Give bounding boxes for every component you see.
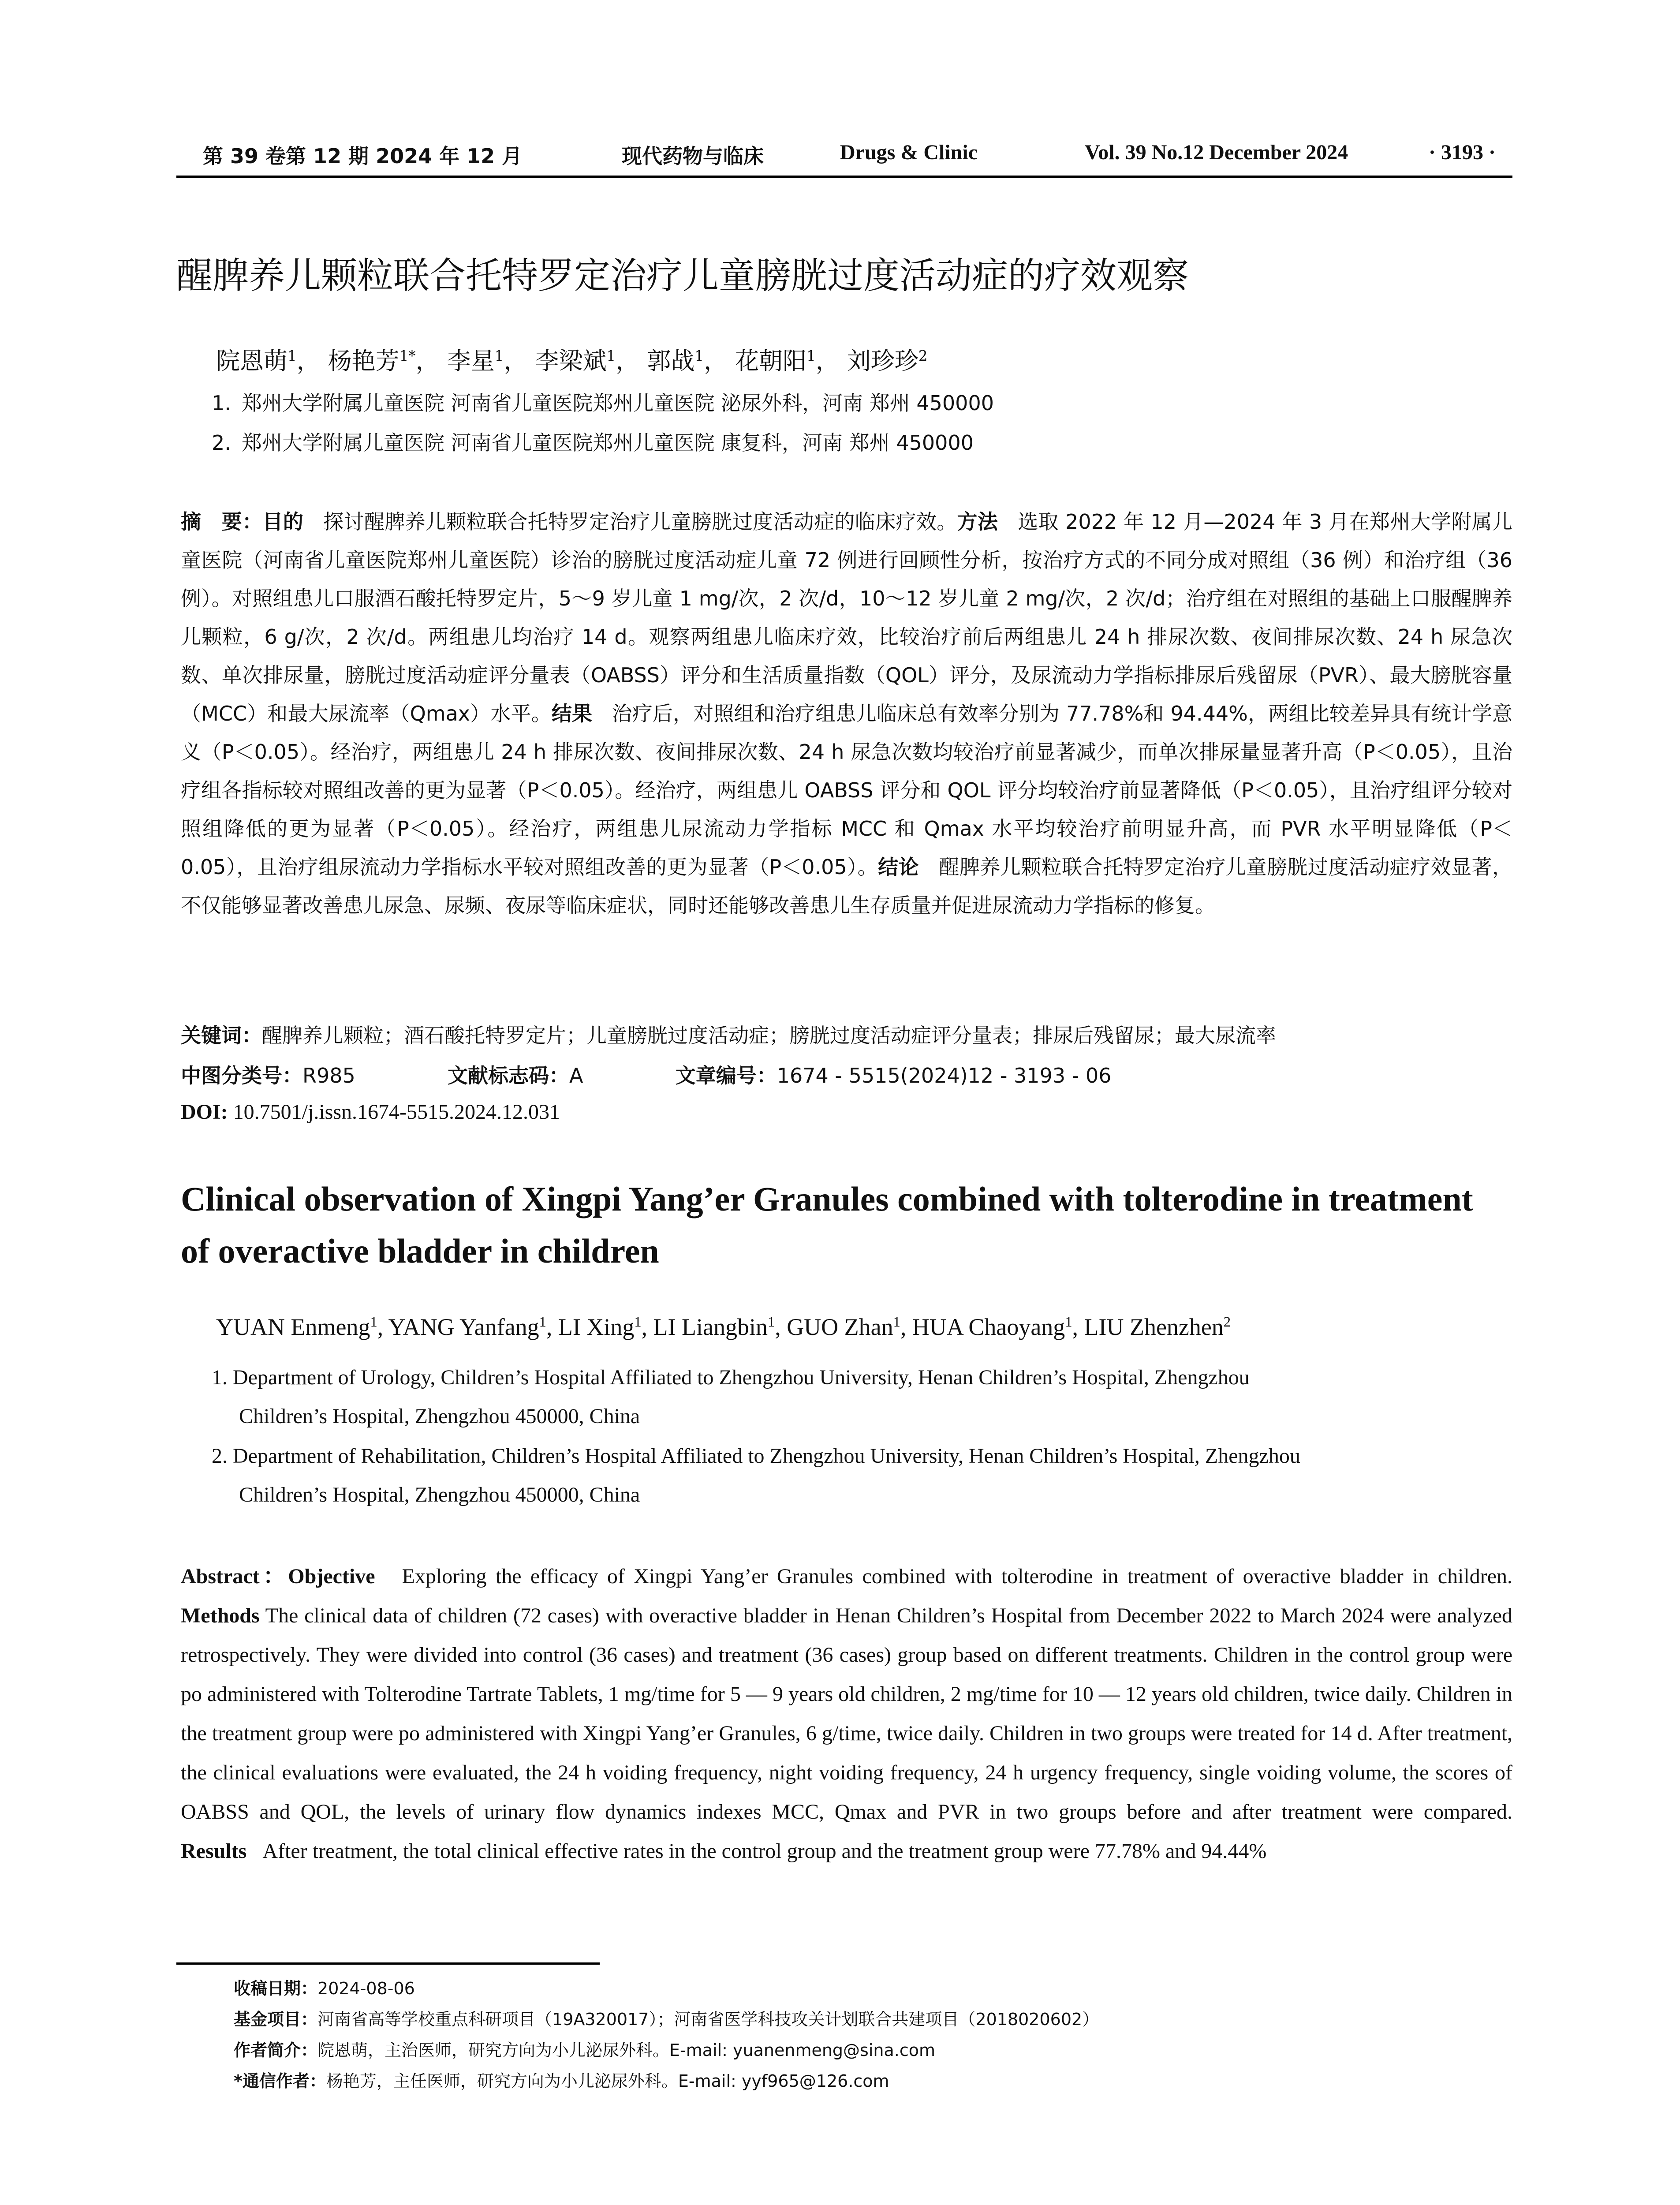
footnote-received xyxy=(234,1975,415,1999)
keywords-label: 关键词： xyxy=(181,1024,262,1047)
affiliation-text-cont: Children’s Hospital, Zhengzhou 450000, China xyxy=(239,1405,640,1428)
author-cn: 刘珍珍 xyxy=(847,347,918,375)
author-mark: 1 xyxy=(370,1314,377,1330)
objective-text: Exploring the efficacy of Xingpi Yang’er Granules combined with tolterodine in treatment of overactive bladder in children. xyxy=(402,1565,1513,1588)
results-text: After treatment, the total clinical effective rates in the control group and the treatment group were 77.78% and 94.44% xyxy=(262,1839,1267,1863)
abstract-cn xyxy=(181,503,1512,925)
author-en: LI Liangbin xyxy=(653,1314,768,1340)
author-cn: 杨艳芳 xyxy=(328,347,399,375)
footnote-text: 杨艳芳，主任医师，研究方向为小儿泌尿外科。E-mail: yyf965@126.com xyxy=(326,2071,889,2091)
keywords-cn xyxy=(181,1020,1276,1049)
issue-en: Vol. 39 No.12 December 2024 xyxy=(1085,141,1348,164)
conclusion-text: 醒脾养儿颗粒联合托特罗定治疗儿童膀胱过度活动症疗效显著，不仅能够显著改善患儿尿急、尿频、夜尿等临床症状，同时还能够改善患儿生存质量并促进尿流动力学指标的修复。 xyxy=(181,855,1512,917)
abstract-label: Abstract： xyxy=(181,1565,288,1588)
page-number: · 3193 · xyxy=(1429,141,1496,164)
clc-value: R985 xyxy=(302,1064,355,1088)
author-mark: 1 xyxy=(694,348,704,364)
doi-line xyxy=(181,1100,560,1124)
affiliation-text-cont: Children’s Hospital, Zhengzhou 450000, China xyxy=(239,1483,640,1506)
affiliation-number: 1. xyxy=(212,1366,228,1389)
abstract-label: 摘 要： xyxy=(181,510,263,534)
objective-text: 探讨醒脾养儿颗粒联合托特罗定治疗儿童膀胱过度活动症的临床疗效。 xyxy=(323,510,957,534)
footnote-label: 收稿日期： xyxy=(234,1979,318,1998)
footnote-label: 基金项目： xyxy=(234,2010,318,2029)
author-mark: 1 xyxy=(1065,1314,1072,1330)
author-en: YANG Yanfang xyxy=(388,1314,539,1340)
affiliation-text: 郑州大学附属儿童医院 河南省儿童医院郑州儿童医院 康复科，河南 郑州 450000 xyxy=(241,431,974,455)
footnote-label: *通信作者： xyxy=(234,2071,326,2091)
footnote-text: 2024-08-06 xyxy=(317,1979,415,1998)
affiliation-number: 1. xyxy=(212,391,231,415)
author-en: LIU Zhenzhen xyxy=(1084,1314,1224,1340)
methods-label: Methods xyxy=(181,1604,260,1627)
author-cn: 李星 xyxy=(447,347,495,375)
results-label: 结果 xyxy=(551,702,593,725)
affiliation-text: 郑州大学附属儿童医院 河南省儿童医院郑州儿童医院 泌尿外科，河南 郑州 450000 xyxy=(241,391,994,415)
footnote-funding xyxy=(234,2006,1099,2030)
doc-code-label: 文献标志码： xyxy=(448,1064,570,1088)
doc-code-value: A xyxy=(569,1064,583,1088)
journal-name-en: Drugs & Clinic xyxy=(840,141,978,164)
affiliation-number: 2. xyxy=(212,431,231,455)
conclusion-label: 结论 xyxy=(878,855,919,879)
author-cn: 花朝阳 xyxy=(735,347,807,375)
title-en: Clinical observation of Xingpi Yang’er Granules combined with tolterodine in treatment of overactive bladder in children xyxy=(181,1180,1473,1270)
author-mark: 2 xyxy=(918,348,928,364)
affiliation-text: Department of Rehabilitation, Children’s Hospital Affiliated to Zhengzhou University, Henan Children’s Hospital, Zhengzhou xyxy=(233,1444,1300,1468)
author-en: GUO Zhan xyxy=(787,1314,893,1340)
classification-line xyxy=(181,1060,1112,1089)
author-mark: 1 xyxy=(806,348,816,364)
doi-label: DOI: xyxy=(181,1100,228,1124)
affiliation-en xyxy=(212,1437,1512,1514)
footnote-divider xyxy=(176,1962,600,1965)
author-en: HUA Chaoyang xyxy=(912,1314,1065,1340)
results-label: Results xyxy=(181,1839,247,1863)
author-mark: 1 xyxy=(287,348,297,364)
author-mark: 1 xyxy=(634,1314,642,1330)
running-header xyxy=(176,140,1512,178)
author-mark: 1 xyxy=(539,1314,546,1330)
author-mark: 1 xyxy=(767,1314,775,1330)
objective-label: 目的 xyxy=(262,510,304,534)
title-cn: 醒脾养儿颗粒联合托特罗定治疗儿童膀胱过度活动症的疗效观察 xyxy=(176,255,1189,297)
author-cn: 院恩萌 xyxy=(216,347,287,375)
author-mark: 1 xyxy=(606,348,616,364)
affiliation-en xyxy=(212,1358,1512,1436)
abstract-en xyxy=(181,1557,1512,1871)
footnote-author-bio xyxy=(234,2037,935,2061)
clc-label: 中图分类号： xyxy=(181,1064,302,1088)
methods-text: 选取 2022 年 12 月—2024 年 3 月在郑州大学附属儿童医院（河南省儿童医院郑州儿童医院）诊治的膀胱过度活动症儿童 72 例进行回顾性分析，按治疗方式的不同分成对照组（36 例）和治疗组（36 例）。对照组患儿口服酒石酸托特罗定片，5～9 岁儿童 1 mg/次，2 次/d，10～12 岁儿童 2 mg/次，2 次/d；治疗组在对照组的基础上口服醒脾养儿颗粒，6 g/次，2 次/d。两组患儿均治疗 14 d。观察两组患儿临床疗效，比较治疗前后两组患儿 24 h 排尿次数、夜间排尿次数、24 h 尿急次数、单次排尿量，膀胱过度活动症评分量表（OABSS）评分和生活质量指数（QOL）评分，及尿流动力学指标排尿后残留尿（PVR）、最大膀胱容量（MCC）和最大尿流率（Qmax）水平。 xyxy=(181,510,1513,725)
footnote-label: 作者简介： xyxy=(234,2041,318,2060)
authors-en: YUAN Enmeng$^1$, YANG Yanfang$^1$, LI Xing$^1$, LI Liangbin$^1$, GUO Zhan$^1$, HUA Chaoyang$^1$, LIU Zhenzhen$^2$ xyxy=(216,1314,1231,1340)
affiliation-cn xyxy=(212,427,974,456)
keywords-text: 醒脾养儿颗粒；酒石酸托特罗定片；儿童膀胱过度活动症；膀胱过度活动症评分量表；排尿后残留尿；最大尿流率 xyxy=(262,1024,1276,1047)
issue-cn: 第 39 卷第 12 期 2024 年 12 月 xyxy=(203,144,523,168)
author-mark: 1 xyxy=(494,348,504,364)
doi-value: 10.7501/j.issn.1674-5515.2024.12.031 xyxy=(233,1100,560,1124)
methods-label: 方法 xyxy=(957,510,998,534)
article-number-value: 1674 - 5515(2024)12 - 3193 - 06 xyxy=(777,1064,1112,1088)
footnote-text: 河南省高等学校重点科研项目（19A320017）；河南省医学科技攻关计划联合共建项目（2018020602） xyxy=(317,2010,1099,2029)
author-cn: 郭战 xyxy=(647,347,695,375)
results-text: 治疗后，对照组和治疗组患儿临床总有效率分别为 77.78%和 94.44%，两组比较差异具有统计学意义（P＜0.05）。经治疗，两组患儿 24 h 排尿次数、夜间排尿次数、24 h 尿急次数均较治疗前显著减少，而单次排尿量显著升高（P＜0.05），且治疗组各指标较对照组改善的更为显著（P＜0.05）。经治疗，两组患儿 OABSS 评分和 QOL 评分均较治疗前显著降低（P＜0.05），且治疗组评分较对照组降低的更为显著（P＜0.05）。经治疗，两组患儿尿流动力学指标 MCC 和 Qmax 水平均较治疗前明显升高，而 PVR 水平明显降低（P＜0.05），且治疗组尿流动力学指标水平较对照组改善的更为显著（P＜0.05）。 xyxy=(181,702,1513,879)
footnote-corresponding-author xyxy=(234,2067,889,2092)
authors-cn: 院恩萌$^1$， 杨艳芳$^{1*}$， 李星$^1$， 李梁斌$^1$， 郭战$^1$， 花朝阳$^1$， 刘珍珍$^2$ xyxy=(216,347,928,375)
author-mark: 1 xyxy=(893,1314,900,1330)
author-cn: 李梁斌 xyxy=(535,347,607,375)
footnote-text: 院恩萌，主治医师，研究方向为小儿泌尿外科。E-mail: yuanenmeng@sina.com xyxy=(317,2041,936,2060)
affiliation-text: Department of Urology, Children’s Hospital Affiliated to Zhengzhou University, Henan Children’s Hospital, Zhengzhou xyxy=(233,1366,1250,1389)
author-en: YUAN Enmeng xyxy=(216,1314,370,1340)
affiliation-cn xyxy=(212,387,994,416)
author-mark: 1* xyxy=(399,348,416,364)
author-en: LI Xing xyxy=(558,1314,635,1340)
journal-name-cn: 现代药物与临床 xyxy=(622,144,764,168)
article-number-label: 文章编号： xyxy=(675,1064,777,1088)
methods-text: The clinical data of children (72 cases) with overactive bladder in Henan Children’s Hospital from December 2022 to March 2024 were analyzed retrospectively. They were divided into control (36 cases) and treatment (36 cases) group based on different treatments. Children in the control group were po administered with Tolterodine Tartrate Tablets, 1 mg/time for 5 — 9 years old children, 2 mg/time for 10 — 12 years old children, twice daily. Children in the treatment group were po administered with Xingpi Yang’er Granules, 6 g/time, twice daily. Children in two groups were treated for 14 d. After treatment, the clinical evaluations were evaluated, the 24 h voiding frequency, night voiding frequency, 24 h urgency frequency, single voiding volume, the scores of OABSS and QOL, the levels of urinary flow dynamics indexes MCC, Qmax and PVR in two groups before and after treatment were compared. xyxy=(181,1604,1512,1824)
objective-label: Objective xyxy=(288,1565,375,1588)
affiliation-number: 2. xyxy=(212,1444,228,1468)
author-mark: 2 xyxy=(1223,1314,1231,1330)
